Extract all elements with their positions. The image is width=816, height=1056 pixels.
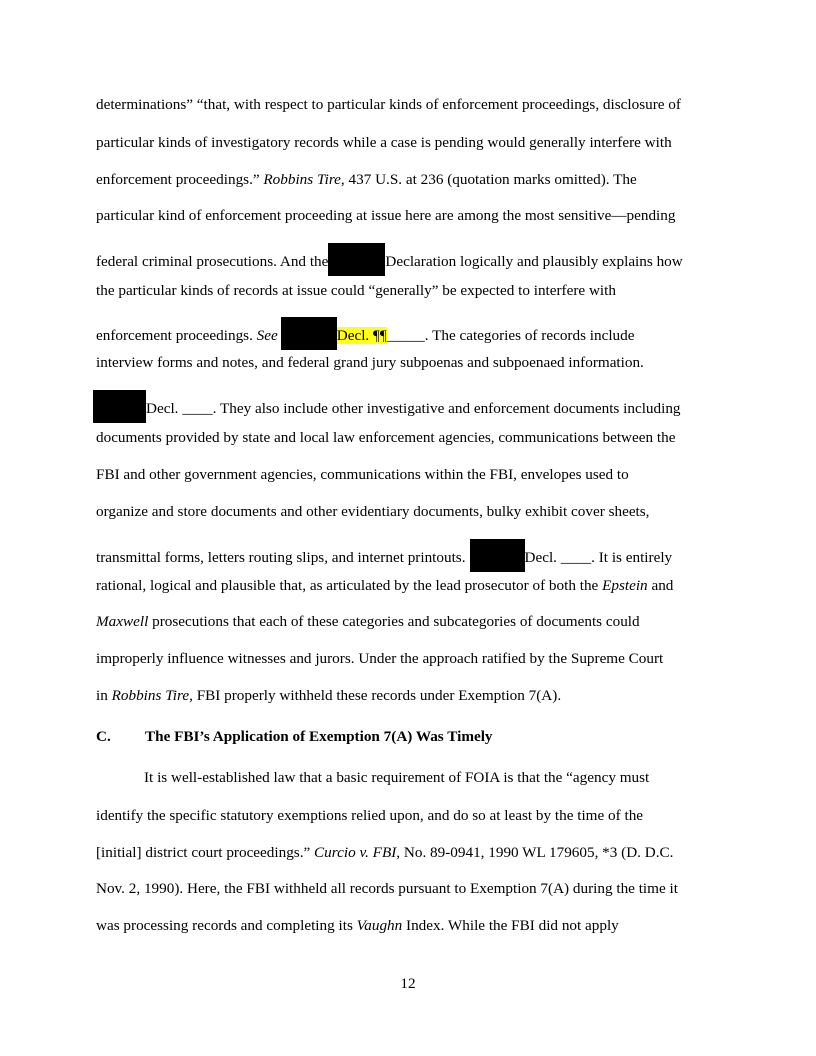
text-run: Declaration logically and plausibly explains how [385,253,683,270]
redaction-box [93,390,146,423]
text-run: interview forms and notes, and federal grand jury subpoenas and subpoenaed information. [96,354,644,371]
redaction-box [281,317,337,350]
body-line-7 [96,317,736,350]
body-line-9 [93,390,733,423]
section-line-2 [96,806,736,826]
text-run: It is well-established law that a basic requirement of FOIA is that the “agency must [144,769,650,786]
body-line-15 [96,612,736,632]
text-run: , 437 U.S. at 236 (quotation marks omitted). The [340,171,637,188]
text-run: enforcement proceedings.” [96,171,264,188]
section-line-3 [96,843,736,863]
body-line-17 [96,686,736,706]
case-name-robbins-tire: Robbins Tire [263,171,341,188]
section-title: The FBI’s Application of Exemption 7(A) Was Timely [145,728,493,745]
case-name-curcio: Curcio v. FBI [314,844,397,861]
text-run: and [647,577,674,594]
text-run: _____. The categories of records include [386,327,635,344]
text-run: particular kind of enforcement proceeding at issue here are among the most sensitive—pending [96,207,676,224]
text-run: identify the specific statutory exemptions relied upon, and do so at least by the time of the [96,807,644,824]
text-run: [initial] district court proceedings.” [96,844,315,861]
case-name-robbins-tire: Robbins Tire [111,687,190,704]
text-run: was processing records and completing its [96,917,357,934]
section-heading [96,727,736,747]
highlighted-citation: Decl. ¶¶ [336,327,387,344]
body-line-12 [96,502,736,522]
text-run: transmittal forms, letters routing slips, and internet printouts. [96,549,466,566]
text-run: prosecutions that each of these categories and subcategories of documents could [148,613,640,630]
body-line-8 [96,353,736,373]
text-run: federal criminal prosecutions. And the [96,253,329,270]
text-run: in [96,687,112,704]
text-run: Nov. 2, 1990). Here, the FBI withheld all records pursuant to Exemption 7(A) during the time it [96,880,678,897]
signal-see: See [256,327,278,344]
body-line-16 [96,649,736,669]
case-name-epstein: Epstein [602,577,648,594]
body-line-6 [96,281,736,301]
body-line-5 [96,243,736,276]
section-line-4 [96,879,736,899]
body-line-2 [96,133,736,153]
text-run: the particular kinds of records at issue could “generally” be expected to interfere with [96,282,616,299]
page-number: 12 [400,975,416,992]
section-line-5 [96,916,736,936]
redaction-box [470,539,525,572]
section-letter: C. [96,728,111,745]
body-line-4 [96,206,736,226]
text-run: documents provided by state and local law enforcement agencies, communications between the [96,429,676,446]
text-run: , FBI properly withheld these records under Exemption 7(A). [189,687,562,704]
text-run: Decl. ____. It is entirely [524,549,673,566]
text-run: determinations” “that, with respect to particular kinds of enforcement proceedings, disclosure of [96,96,681,113]
text-run: Decl. ____. They also include other investigative and enforcement documents including [146,400,681,417]
body-line-13 [96,539,736,572]
section-line-1 [144,768,784,788]
vaughn-index-term: Vaughn [356,917,403,934]
text-run: enforcement proceedings. [96,327,257,344]
text-run: , No. 89-0941, 1990 WL 179605, *3 (D. D.C. [396,844,674,861]
body-line-14 [96,576,736,596]
body-line-11 [96,465,736,485]
text-run: organize and store documents and other evidentiary documents, bulky exhibit cover sheets, [96,503,650,520]
text-run: rational, logical and plausible that, as articulated by the lead prosecutor of both the [96,577,603,594]
body-line-1 [96,95,736,115]
body-line-10 [96,428,736,448]
text-run: particular kinds of investigatory records while a case is pending would generally interfere with [96,134,672,151]
case-name-maxwell: Maxwell [96,613,149,630]
text-run: FBI and other government agencies, communications within the FBI, envelopes used to [96,466,629,483]
body-line-3 [96,170,736,190]
text-run: Index. While the FBI did not apply [402,917,619,934]
text-run: improperly influence witnesses and jurors. Under the approach ratified by the Supreme Court [96,650,664,667]
redaction-box [328,243,385,276]
